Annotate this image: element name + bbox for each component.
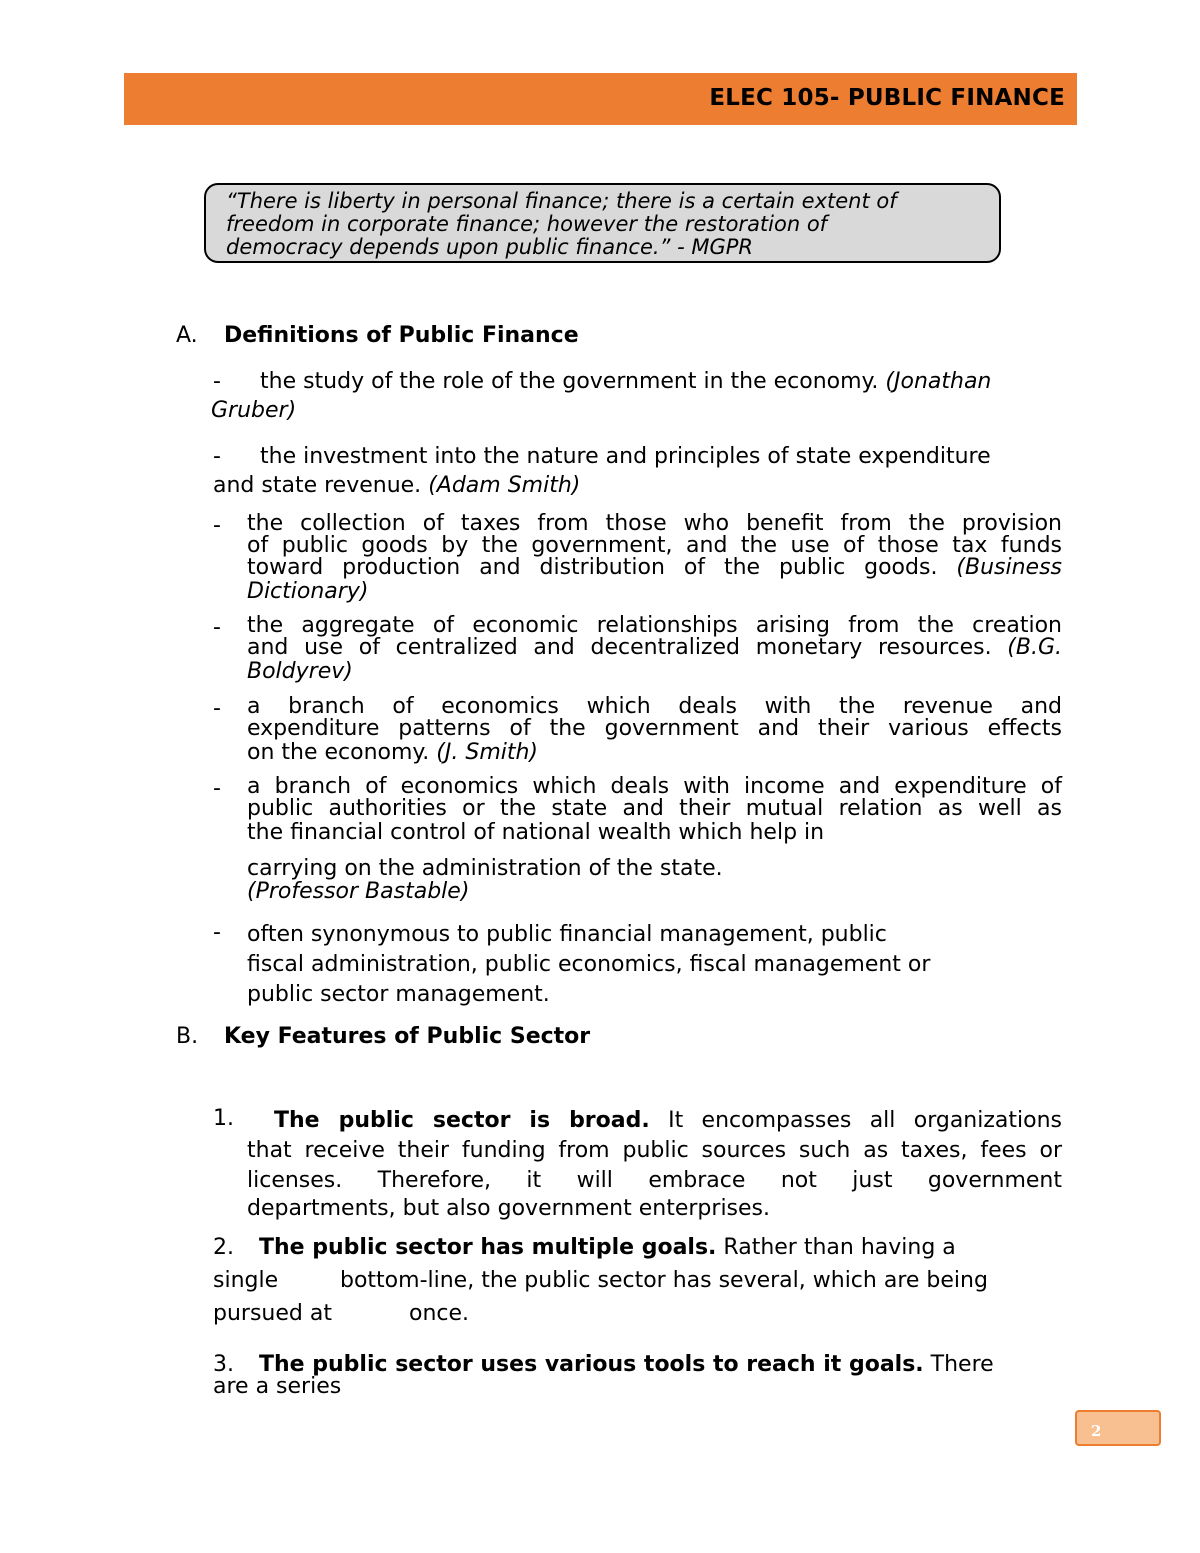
feature-item: departments, but also government enterprises. — [247, 1196, 771, 1221]
definition-item: the aggregate of economic relationships arising from the creation and use of centralized and decentralized monetary resources. (B.G. — [247, 613, 1062, 660]
feature-item: single — [213, 1268, 279, 1293]
definition-item: the investment into the nature and principles of state expenditure — [260, 444, 991, 469]
quote-line: “There is liberty in personal finance; there is a certain extent of — [226, 189, 897, 213]
bullet-dash: - — [213, 776, 221, 801]
bullet-dash: - — [213, 696, 221, 721]
feature-item: once. — [409, 1301, 470, 1326]
header-bar — [124, 73, 1077, 125]
header-title: ELEC 105- PUBLIC FINANCE — [709, 85, 1065, 111]
definition-citation: (Professor Bastable) — [247, 879, 470, 904]
section-a-title: Definitions of Public Finance — [224, 323, 579, 348]
quote-box — [204, 183, 1001, 263]
definition-item: the financial control of national wealth which help in — [247, 820, 825, 845]
section-a-letter: A. — [176, 323, 198, 348]
bullet-dash: - — [213, 369, 221, 394]
feature-number: 1. — [213, 1106, 234, 1131]
bullet-dash: - — [213, 920, 221, 945]
feature-item: are a series — [213, 1374, 342, 1399]
definition-item: the collection of taxes from those who benefit from the provision of public goods by the government, and the use of those tax funds toward production and distribution of the public goods. (Business — [247, 511, 1062, 580]
bullet-dash: - — [213, 615, 221, 640]
feature-number: 2. — [213, 1235, 234, 1260]
section-b-letter: B. — [176, 1024, 199, 1049]
definition-item: the study of the role of the government in the economy. (Jonathan — [260, 369, 992, 394]
definition-citation: Gruber) — [211, 398, 297, 423]
feature-number: 3. — [213, 1352, 234, 1377]
definition-citation: Dictionary) — [247, 579, 369, 604]
feature-item: that receive their funding from public sources such as taxes, fees or licenses. Therefore, it will embrace not just government — [247, 1138, 1062, 1193]
feature-item: The public sector is broad. It encompasses all organizations — [274, 1108, 1062, 1133]
page-number: 2 — [1075, 1410, 1161, 1446]
definition-item: and state revenue. (Adam Smith) — [213, 473, 581, 498]
quote-line: democracy depends upon public finance.” - MGPR — [226, 235, 753, 259]
bullet-dash: - — [213, 513, 221, 538]
feature-item: pursued at — [213, 1301, 332, 1326]
feature-item: bottom-line, the public sector has several, which are being — [340, 1268, 988, 1293]
definition-item: often synonymous to public financial management, public fiscal administration, public economics, fiscal management or public sector management. — [247, 922, 931, 1007]
definition-item: carrying on the administration of the state. — [247, 856, 723, 881]
definition-item: on the economy. (J. Smith) — [247, 740, 539, 765]
feature-item: The public sector has multiple goals. Rather than having a — [259, 1235, 956, 1260]
quote-line: freedom in corporate finance; however the restoration of — [226, 212, 828, 236]
feature-item: The public sector uses various tools to reach it goals. There — [259, 1352, 994, 1377]
bullet-dash: - — [213, 444, 221, 469]
definition-item: a branch of economics which deals with income and expenditure of public authorities or the state and their mutual relation as well as — [247, 774, 1062, 821]
definition-item: a branch of economics which deals with the revenue and expenditure patterns of the government and their various effects — [247, 694, 1062, 741]
section-b-title: Key Features of Public Sector — [224, 1024, 591, 1049]
definition-citation: Boldyrev) — [247, 659, 353, 684]
